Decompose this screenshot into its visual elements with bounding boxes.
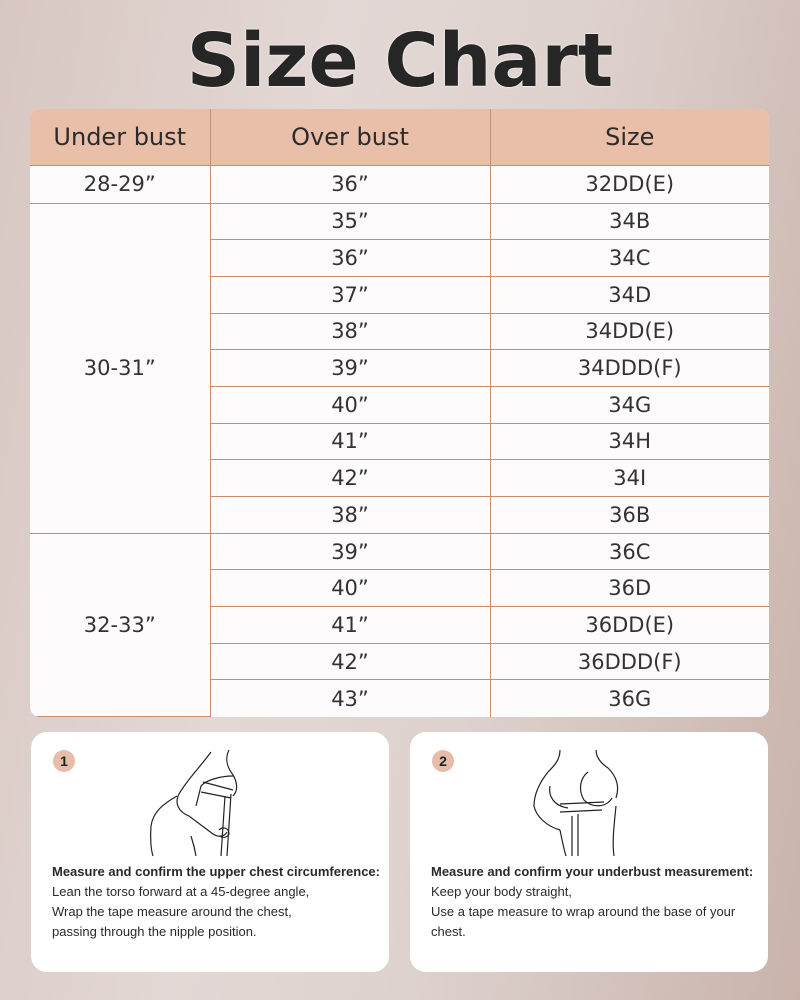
size-cell: 34I <box>490 460 769 497</box>
size-cell: 34DD(E) <box>490 313 769 350</box>
step-line: Lean the torso forward at a 45-degree angle, <box>52 884 310 899</box>
size-cell: 34G <box>490 386 769 423</box>
over-bust-cell: 38” <box>210 497 490 534</box>
over-bust-cell: 36” <box>210 240 490 277</box>
step-heading: Measure and confirm your underbust measurement: <box>431 864 754 879</box>
step-description <box>431 862 761 942</box>
page-title: Size Chart <box>186 18 614 104</box>
upper-chest-measure-illustration-icon <box>141 746 281 858</box>
step-line: passing through the nipple position. <box>52 924 257 939</box>
step-number-badge: 1 <box>53 750 75 772</box>
table-row <box>30 165 769 203</box>
step-card-underbust <box>410 732 768 972</box>
under-bust-cell: 28-29” <box>30 165 210 203</box>
step-line: Wrap the tape measure around the chest, <box>52 904 292 919</box>
over-bust-cell: 40” <box>210 386 490 423</box>
step-heading: Measure and confirm the upper chest circumference: <box>52 864 380 879</box>
size-cell: 34D <box>490 276 769 313</box>
over-bust-cell: 38” <box>210 313 490 350</box>
table-row <box>30 203 769 240</box>
size-cell: 36D <box>490 570 769 607</box>
header-under-bust: Under bust <box>30 109 210 165</box>
size-cell: 36C <box>490 533 769 570</box>
over-bust-cell: 35” <box>210 203 490 240</box>
over-bust-cell: 36” <box>210 165 490 203</box>
over-bust-cell: 42” <box>210 460 490 497</box>
step-line: Use a tape measure to wrap around the base of your chest. <box>431 904 736 939</box>
size-cell: 34DDD(F) <box>490 350 769 387</box>
over-bust-cell: 37” <box>210 276 490 313</box>
size-cell: 36B <box>490 497 769 534</box>
step-line: Keep your body straight, <box>431 884 572 899</box>
over-bust-cell: 41” <box>210 607 490 644</box>
size-cell: 34H <box>490 423 769 460</box>
step-card-upper-chest <box>31 732 389 972</box>
over-bust-cell: 42” <box>210 643 490 680</box>
step-number-badge: 2 <box>432 750 454 772</box>
size-cell: 32DD(E) <box>490 165 769 203</box>
size-cell: 34B <box>490 203 769 240</box>
table-header-row <box>30 109 769 165</box>
over-bust-cell: 41” <box>210 423 490 460</box>
under-bust-cell: 30-31” <box>30 203 210 533</box>
over-bust-cell: 39” <box>210 350 490 387</box>
header-size: Size <box>490 109 769 165</box>
header-over-bust: Over bust <box>210 109 490 165</box>
under-bust-cell: 32-33” <box>30 533 210 716</box>
size-cell: 34C <box>490 240 769 277</box>
size-cell: 36DD(E) <box>490 607 769 644</box>
step-description <box>52 862 382 942</box>
size-cell: 36G <box>608 686 652 711</box>
size-cell: 36DDD(F) <box>490 643 769 680</box>
over-bust-cell: 39” <box>210 533 490 570</box>
underbust-measure-illustration-icon <box>520 746 660 858</box>
size-chart-table <box>30 109 769 717</box>
table-row <box>30 533 769 570</box>
over-bust-cell: 40” <box>210 570 490 607</box>
over-bust-cell: 43” <box>210 680 490 717</box>
